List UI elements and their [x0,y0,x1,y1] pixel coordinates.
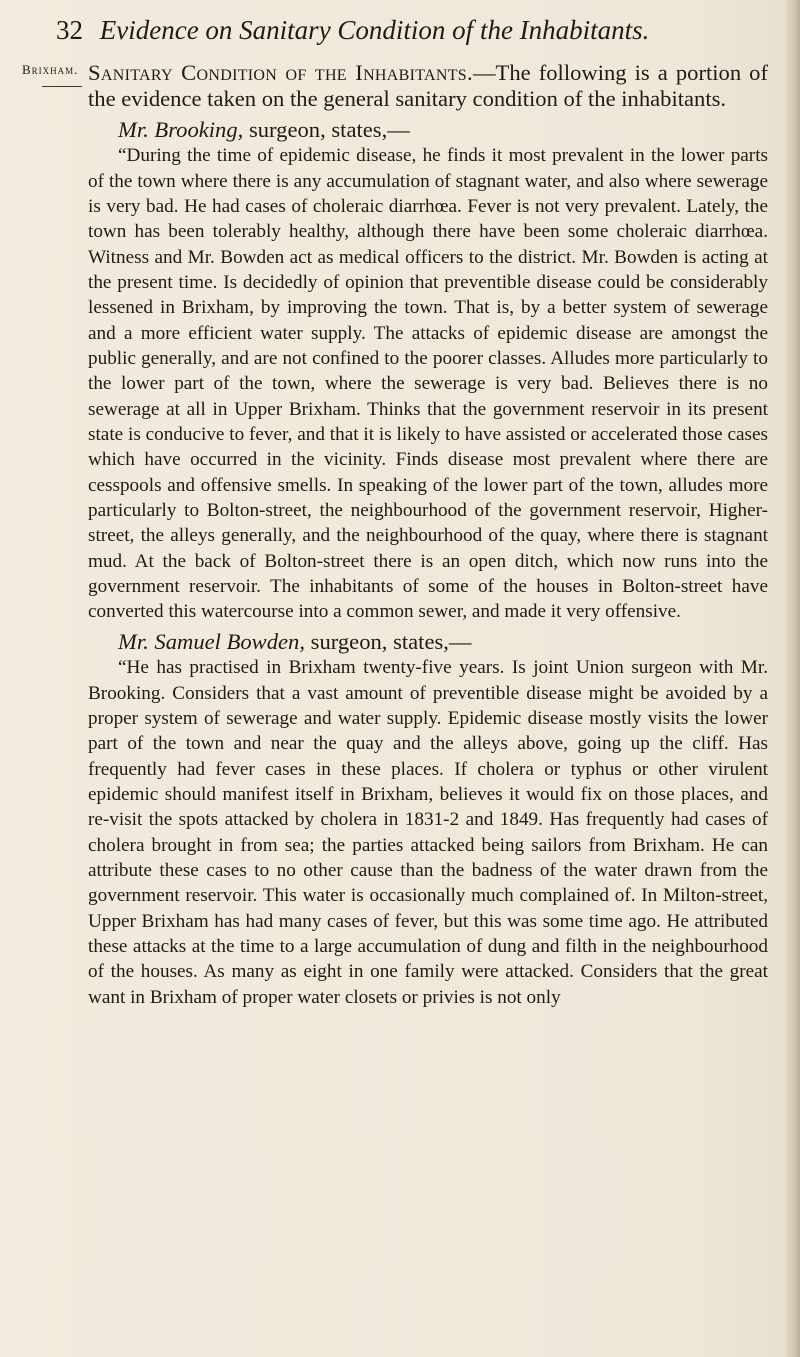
page-number: 32 [56,15,83,45]
page-edge-shadow [786,0,800,1357]
page-header [56,12,786,48]
witness-heading-bowden [88,629,768,655]
witness-name-bowden: Mr. Samuel Bowden, [118,628,306,654]
witness-name-brooking: Mr. Brooking, [118,116,244,142]
testimony-bowden: “He has practised in Brixham twenty-five years. Is joint Union surgeon with Mr. Brooking. Considers that a vast amount of preventible disease might be avoided by a proper system of sewerage and water supply. Epidemic disease mostly visits the lower part of the town and near the quay and the alleys above, going up the cliff. Has frequently had fever cases in these places. If cholera or typhus or other virulent epidemic should manifest itself in Brixham, believes it would fix on those places, and re-visit the spots attacked by cholera in 1831-2 and 1849. Has frequently had cases of cholera brought in from sea; the parties attacked being sailors from Brixham. He can attribute these cases to no other cause than the badness of the water drawn from the government reservoir. This water is occasionally much complained of. In Milton-street, Upper Brixham has had many cases of fever, but this was some time ago. He attributed these attacks at the time to a large accumulation of dung and filth in the neighbourhood of the houses. As many as eight in one family were attacked. Considers that the great want in Brixham of proper water closets or privies is not only [88,657,768,1008]
margin-dash [42,86,82,87]
witness-role-brooking: surgeon, states,— [243,116,410,142]
witness-role-bowden: surgeon, states,— [305,628,472,654]
intro-paragraph [88,60,768,113]
running-title: Evidence on Sanitary Condition of the Inhabitants. [99,15,650,45]
page-body [88,60,768,1010]
testimony-brooking: “During the time of epidemic disease, he finds it most prevalent in the lower parts of the town where there is any accumulation of stagnant water, and also where sewerage is very bad. He had cases of choleraic diarrhœa. Fever is not very prevalent. Lately, the town has been tolerably healthy, although there have been some choleraic diarrhœa. Witness and Mr. Bowden act as medical officers to the district. Mr. Bowden is acting at the present time. Is decidedly of opinion that preventible disease could be considerably lessened in Brixham, by improving the town. That is, by a better system of sewerage and a more efficient water supply. The attacks of epidemic disease are amongst the public generally, and are not confined to the poorer classes. Alludes more particularly to the lower part of the town, where the sewerage is very bad. Believes there is no sewerage at all in Upper Brixham. Thinks that the government reservoir in its present state is conducive to fever, and that it is likely to have assisted or accelerated those cases which have occurred in the vicinity. Finds disease most prevalent where there are cesspools and offensive smells. In speaking of the lower part of the town, alludes more particularly to Bolton-street, the neighbourhood of the government reservoir, Higher-street, the alleys generally, and the neighbourhood of the quay, where there is stagnant mud. At the back of Bolton-street there is an open ditch, which now runs into the government reservoir. The inhabitants of some of the houses in Bolton-street have converted this watercourse into a common sewer, and made it very offensive. [88,145,768,623]
witness-heading-brooking [88,117,768,143]
margin-side-note: Brixham. [22,62,79,77]
section-heading: Sanitary Condition of the Inhabitants. [88,60,473,85]
intro-text: —The following is a portion of the evidence taken on the general sanitary condition of the inhabitants. [88,60,768,112]
